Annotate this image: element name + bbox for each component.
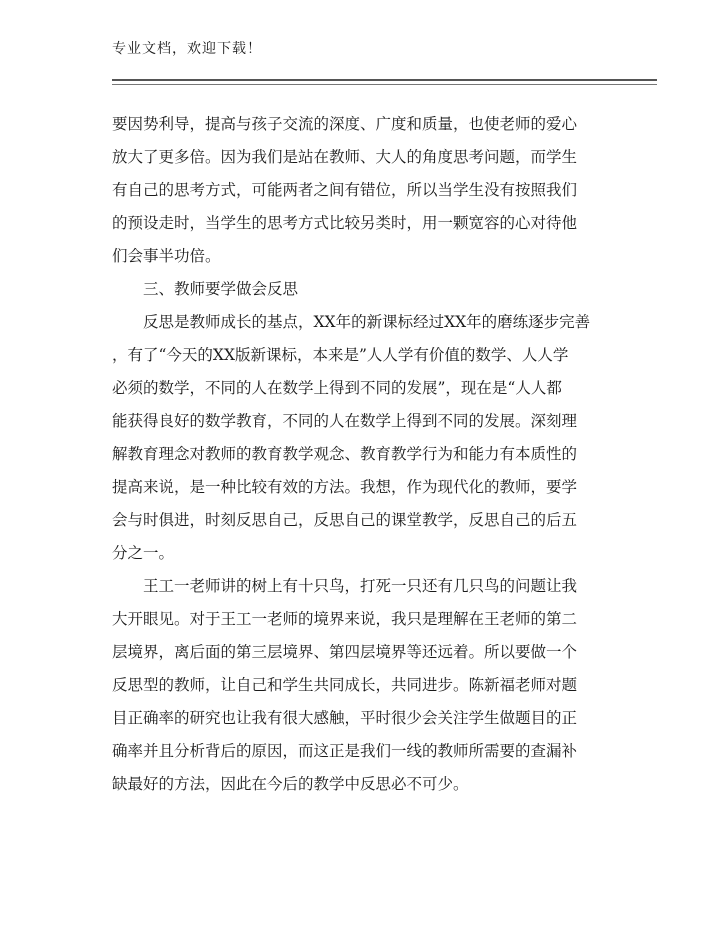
header-rule-thin <box>112 84 657 85</box>
text-line: 放大了更多倍。因为我们是站在教师、大人的角度思考问题，而学生 <box>112 148 578 166</box>
paragraph <box>112 570 612 801</box>
text-line: 提高来说，是一种比较有效的方法。我想，作为现代化的教师，要学 <box>112 478 578 496</box>
text-line: 要因势利导，提高与孩子交流的深度、广度和质量，也使老师的爱心 <box>112 115 578 133</box>
document-body <box>112 108 612 801</box>
text-line: 缺最好的方法，因此在今后的教学中反思必不可少。 <box>112 775 469 793</box>
text-line: 解教育理念对教师的教育教学观念、教育教学行为和能力有本质性的 <box>112 445 578 463</box>
text-line: 目正确率的研究也让我有很大感触，平时很少会关注学生做题目的正 <box>112 709 578 727</box>
text-line: 会与时俱进，时刻反思自己，反思自己的课堂教学，反思自己的后五 <box>112 511 578 529</box>
text-line: 王工一老师讲的树上有十只鸟，打死一只还有几只鸟的问题让我 <box>143 577 578 595</box>
text-line: 确率并且分析背后的原因，而这正是我们一线的教师所需要的查漏补 <box>112 742 578 760</box>
paragraph <box>112 108 612 273</box>
text-line: ，有了“今天的XX版新课标，本来是”人人学有价值的数学、人人学 <box>112 346 569 364</box>
text-line: 们会事半功倍。 <box>112 247 221 265</box>
text-line: 的预设走时，当学生的思考方式比较另类时，用一颗宽容的心对待他 <box>112 214 578 232</box>
section-heading <box>112 273 612 306</box>
text-line: 能获得良好的数学教育，不同的人在数学上得到不同的发展。深刻理 <box>112 412 578 430</box>
text-line: 分之一。 <box>112 544 175 562</box>
text-line: 反思型的教师，让自己和学生共同成长，共同进步。陈新福老师对题 <box>112 676 578 694</box>
document-header: 专业文档，欢迎下载！ <box>112 41 262 57</box>
heading-line: 三、教师要学做会反思 <box>143 280 299 298</box>
text-line: 有自己的思考方式，可能两者之间有错位，所以当学生没有按照我们 <box>112 181 578 199</box>
text-line: 必须的数学，不同的人在数学上得到不同的发展”，现在是“人人都 <box>112 379 562 397</box>
paragraph <box>112 306 612 570</box>
text-line: 反思是教师成长的基点，XX年的新课标经过XX年的磨练逐步完善 <box>143 313 591 331</box>
header-rule-thick <box>112 79 657 81</box>
text-line: 大开眼见。对于王工一老师的境界来说，我只是理解在王老师的第二 <box>112 610 578 628</box>
text-line: 层境界，离后面的第三层境界、第四层境界等还远着。所以要做一个 <box>112 643 578 661</box>
